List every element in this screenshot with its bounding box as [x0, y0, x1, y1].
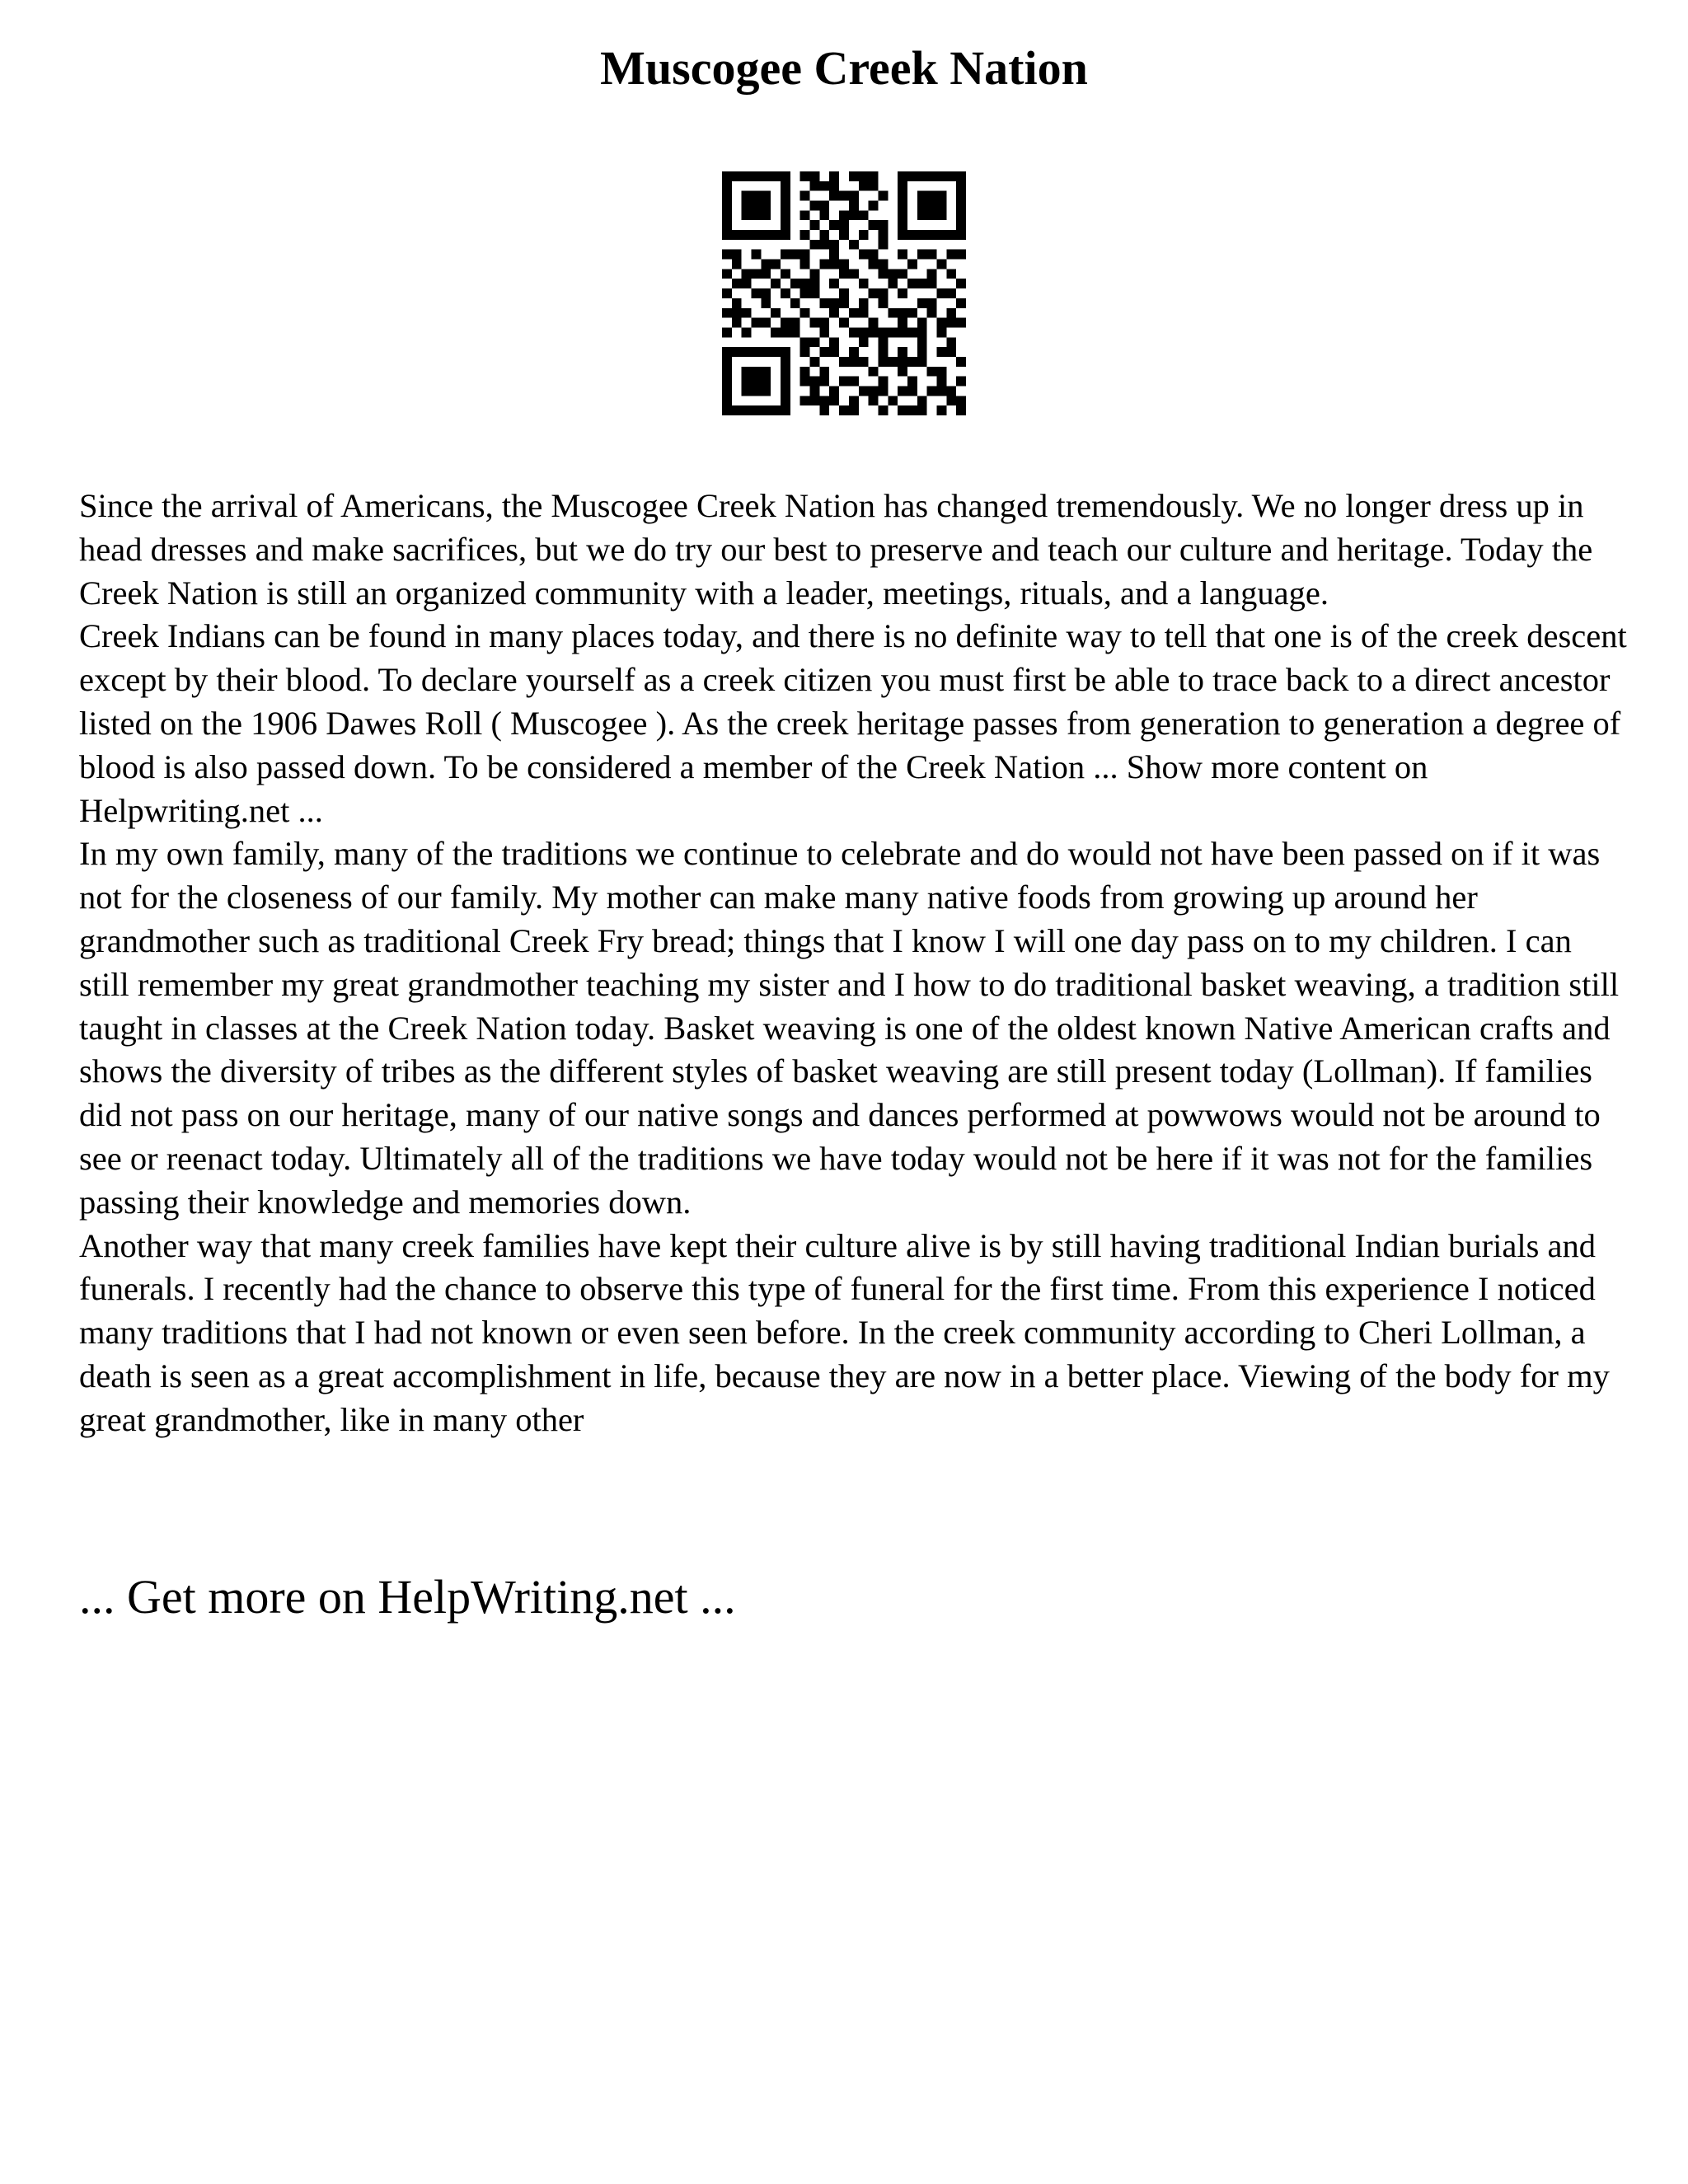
article-body [79, 485, 1629, 1442]
paragraph: Since the arrival of Americans, the Muscogee Creek Nation has changed tremendously. We no longer dress up in head dresses and make sacrifices, but we do try our best to preserve and teach our culture and heritage. Today the Creek Nation is still an organized community with a leader, meetings, rituals, and a language. [79, 487, 1593, 612]
get-more-link[interactable]: ... Get more on HelpWriting.net ... [79, 1570, 736, 1624]
paragraph: Creek Indians can be found in many places today, and there is no definite way to tell that one is of the creek descent except by their blood. To declare yourself as a creek citizen you must first be able to trace back to a direct ancestor listed on the 1906 Dawes Roll ( Muscogee ). As the creek heritage passes from generation to generation a degree of blood is also passed down. To be considered a member of the Creek Nation ... Show more content on Helpwriting.net ... [79, 617, 1627, 829]
qr-code-icon [722, 171, 966, 415]
qr-code-graphic [722, 171, 966, 415]
paragraph: Another way that many creek families have kept their culture alive is by still having traditional Indian burials and funerals. I recently had the chance to observe this type of funeral for the first time. From this experience I noticed many traditions that I had not known or even seen before. In the creek community according to Cheri Lollman, a death is seen as a great accomplishment in life, because they are now in a better place. Viewing of the body for my great grandmother, like in many other [79, 1226, 1610, 1438]
page-title: Muscogee Creek Nation [600, 41, 1088, 95]
paragraph: In my own family, many of the traditions we continue to celebrate and do would not have been passed on if it was not for the closeness of our family. My mother can make many native foods from growing up around her grandmother such as traditional Creek Fry bread; things that I know I will one day pass on to my children. I can still remember my great grandmother teaching my sister and I how to do traditional basket weaving, a tradition still taught in classes at the Creek Nation today. Basket weaving is one of the oldest known Native American crafts and shows the diversity of tribes as the different styles of basket weaving are still present today (Lollman). If families did not pass on our heritage, many of our native songs and dances performed at powwows would not be around to see or reenact today. Ultimately all of the traditions we have today would not be here if it was not for the families passing their knowledge and memories down. [79, 835, 1620, 1221]
